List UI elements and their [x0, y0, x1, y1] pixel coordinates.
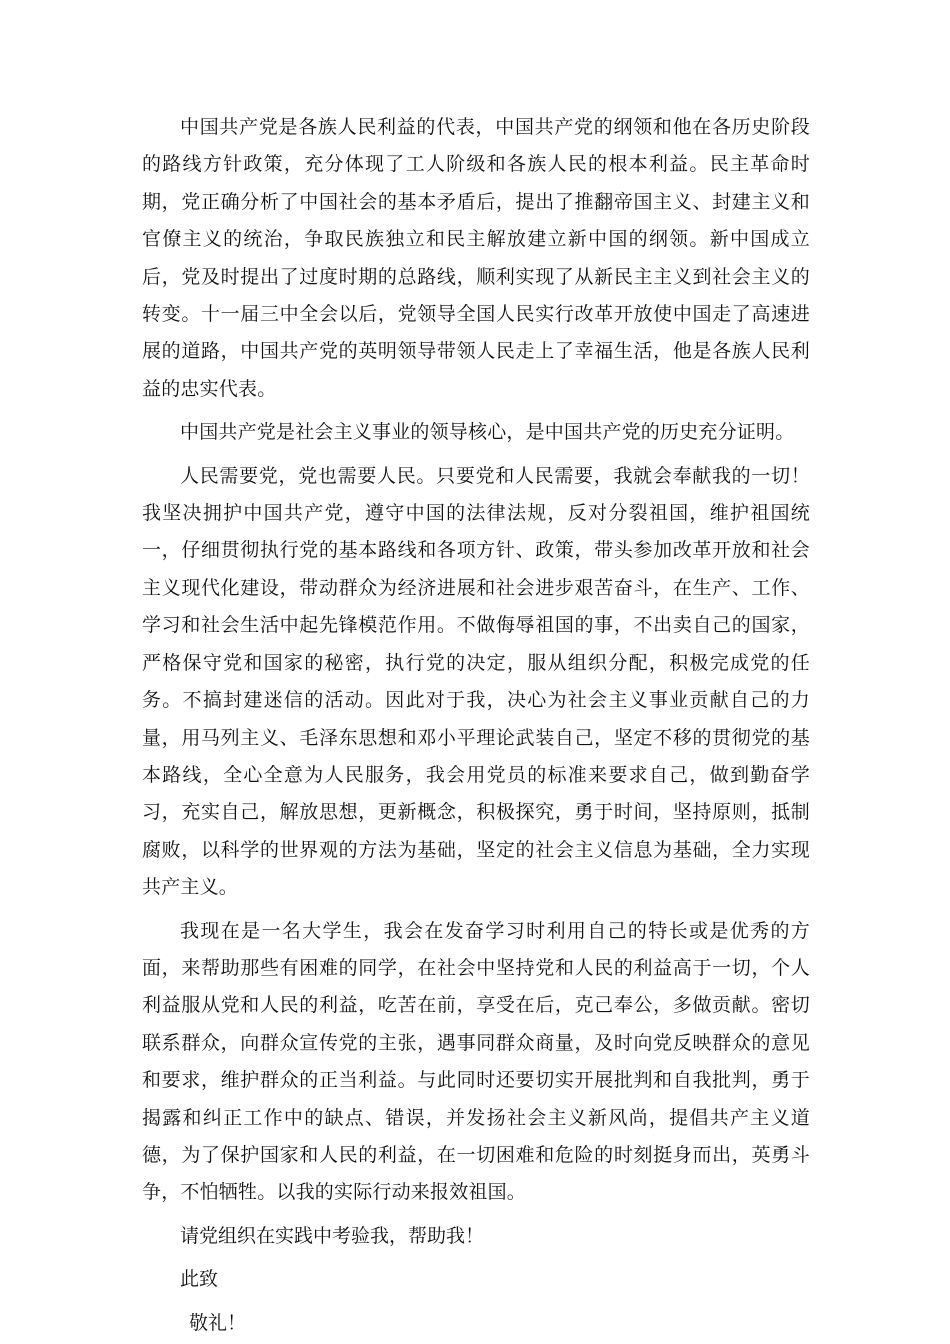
paragraph-party-representative: 中国共产党是各族人民利益的代表，中国共产党的纲领和他在各历史阶段的路线方针政策，充分体现了工人阶级和各族人民的根本利益。民主革命时期，党正确分析了中国社会的基本矛盾后，提出了推翻帝国主义、封建主义和官僚主义的统治，争取民族独立和民主解放建立新中国的纲领。新中国成立后，党及时提出了过度时期的总路线，顺利实现了从新民主主义到社会主义的转变。十一届三中全会以后，党领导全国人民实行改革开放使中国走了高速进展的道路，中国共产党的英明领导带领人民走上了幸福生活，他是各族人民利益的忠实代表。: [142, 116, 810, 400]
salutation-line: 敬礼！: [189, 1311, 247, 1334]
paragraph-personal-commitment: 人民需要党，党也需要人民。只要党和人民需要，我就会奉献我的一切！我坚决拥护中国共产党，遵守中国的法律法规，反对分裂祖国，维护祖国统一，仔细贯彻执行党的基本路线和各项方针、政策，带头参加改革开放和社会主义现代化建设，带动群众为经济进展和社会进步艰苦奋斗，在生产、工作、学习和社会生活中起先锋模范作用。不做侮辱祖国的事，不出卖自己的国家，严格保守党和国家的秘密，执行党的决定，服从组织分配，积极完成党的任务。不搞封建迷信的活动。因此对于我，决心为社会主义事业贡献自己的力量，用马列主义、毛泽东思想和邓小平理论武装自己，坚定不移的贯彻党的基本路线，全心全意为人民服务，我会用党员的标准来要求自己，做到勤奋学习，充实自己，解放思想，更新概念，积极探究，勇于时间，坚持原则，抵制腐败，以科学的世界观的方法为基础，坚定的社会主义信息为基础，全力实现共产主义。: [142, 464, 810, 899]
paragraph-leadership-core: 中国共产党是社会主义事业的领导核心，是中国共产党的历史充分证明。: [180, 421, 795, 444]
document-page: [142, 109, 810, 1342]
closing-line: 此致: [180, 1268, 219, 1291]
request-line: 请党组织在实践中考验我，帮助我！: [180, 1224, 485, 1247]
paragraph-student-pledge: 我现在是一名大学生，我会在发奋学习时利用自己的特长或是优秀的方面，来帮助那些有困难的同学，在社会中坚持党和人民的利益高于一切，个人利益服从党和人民的利益，吃苦在前，享受在后，克己奉公，多做贡献。密切联系群众，向群众宣传党的主张，遇事同群众商量，及时向党反映群众的意见和要求，维护群众的正当利益。与此同时还要切实开展批判和自我批判，勇于揭露和纠正工作中的缺点、错误，并发扬社会主义新风尚，提倡共产主义道德，为了保护国家和人民的利益，在一切困难和危险的时刻挺身而出，英勇斗争，不怕牺牲。以我的实际行动来报效祖国。: [142, 919, 810, 1204]
